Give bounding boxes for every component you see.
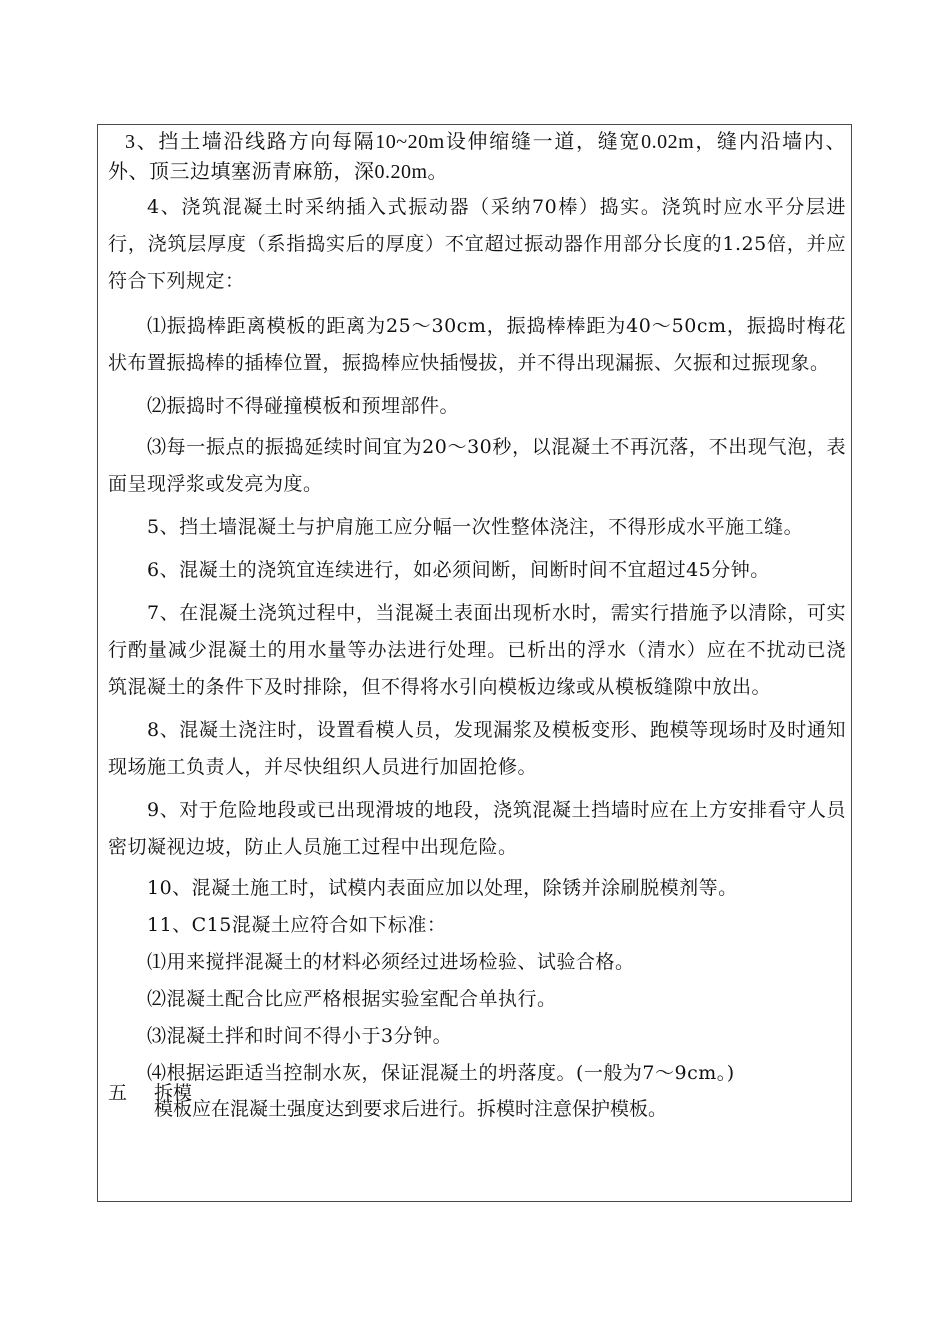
document-body — [108, 125, 846, 1122]
paragraph-11-4: ⑷根据运距适当控制水灰，保证混凝土的坍落度。(一般为7～9cm。) — [147, 1062, 735, 1084]
paragraph-9: 9、对于危险地段或已出现滑坡的地段，浇筑混凝土挡墙时应在上方安排看守人员密切凝视边坡，防止人员施工过程中出现危险。 — [108, 799, 846, 858]
paragraph-4-3: ⑶每一振点的振捣延续时间宜为20～30秒，以混凝土不再沉落，不出现气泡，表面呈现浮浆或发亮为度。 — [108, 436, 846, 495]
section-number: 五 — [108, 1082, 128, 1104]
section-body: 模板应在混凝土强度达到要求后进行。拆模时注意保护模板。 — [154, 1098, 668, 1120]
paragraph-10: 10、混凝土施工时，试模内表面应加以处理，除锈并涂刷脱模剂等。 — [147, 877, 738, 899]
paragraph-11-1: ⑴用来搅拌混凝土的材料必须经过进场检验、试验合格。 — [147, 951, 635, 973]
paragraph-4-2: ⑵振捣时不得碰撞模板和预埋部件。 — [147, 395, 460, 417]
paragraph-8: 8、混凝土浇注时，设置看模人员，发现漏浆及模板变形、跑模等现场时及时通知现场施工负责人，并尽快组织人员进行加固抢修。 — [108, 719, 846, 778]
paragraph-7: 7、在混凝土浇筑过程中，当混凝土表面出现析水时，需实行措施予以清除，可实行酌量减少混凝土的用水量等办法进行处理。已析出的浮水（清水）应在不扰动已浇筑混凝土的条件下及时排除，但不得将水引向模板边缘或从模板缝隙中放出。 — [108, 602, 846, 698]
paragraph-11-3: ⑶混凝土拌和时间不得小于3分钟。 — [147, 1025, 453, 1047]
document-frame — [97, 124, 852, 1202]
section-title: 拆模 — [154, 1082, 193, 1104]
section-removal — [108, 1082, 846, 1122]
paragraph-11-2: ⑵混凝土配合比应严格根据实验室配合单执行。 — [147, 988, 557, 1010]
paragraph-3: 3、挡土墙沿线路方向每隔10~20m设伸缩缝一道，缝宽0.02m，缝内沿墙内、外、顶三边填塞沥青麻筋，深0.20m。 — [108, 131, 846, 183]
paragraph-4-1: ⑴振捣棒距离模板的距离为25～30cm，振捣棒棒距为40～50cm，振捣时梅花状布置振捣棒的插棒位置，振捣棒应快插慢拔，并不得出现漏振、欠振和过振现象。 — [108, 315, 846, 374]
paragraph-6: 6、混凝土的浇筑宜连续进行，如必须间断，间断时间不宜超过45分钟。 — [147, 559, 770, 581]
paragraph-5: 5、挡土墙混凝土与护肩施工应分幅一次性整体浇注，不得形成水平施工缝。 — [147, 516, 804, 538]
paragraph-4: 4、浇筑混凝土时采纳插入式振动器（采纳70棒）捣实。浇筑时应水平分层进行，浇筑层厚度（系指捣实后的厚度）不宜超过振动器作用部分长度的1.25倍，并应符合下列规定： — [108, 196, 846, 292]
paragraph-11: 11、C15混凝土应符合如下标准： — [147, 914, 447, 936]
